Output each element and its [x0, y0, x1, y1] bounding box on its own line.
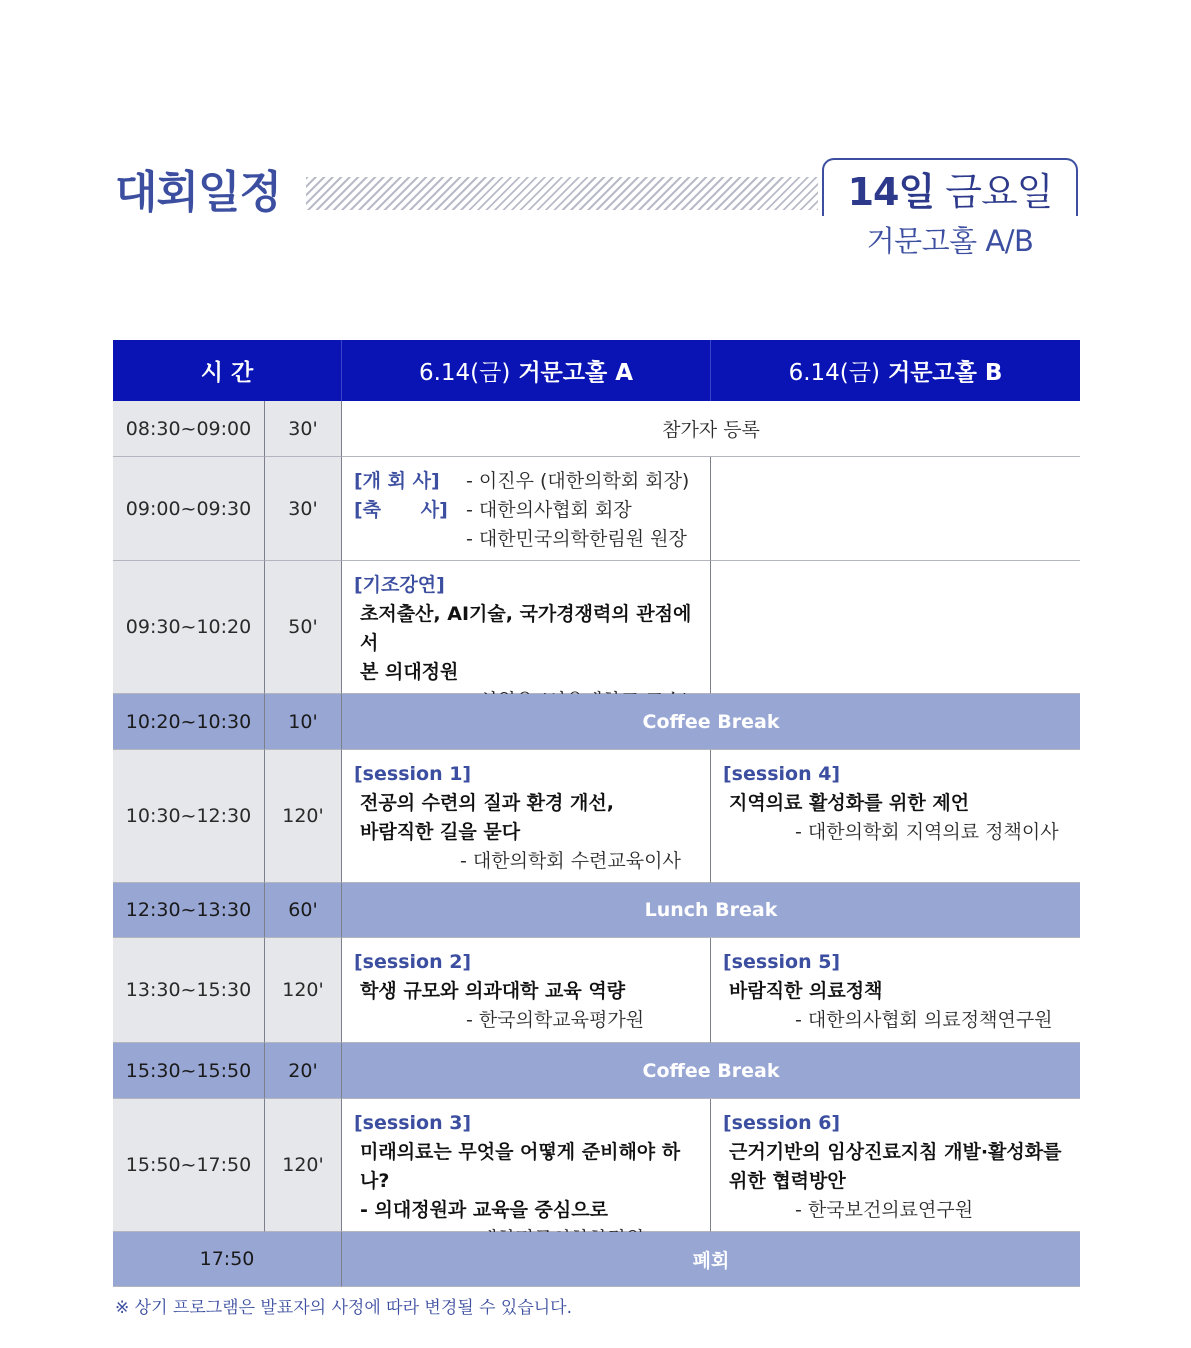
break-cell: Coffee Break — [342, 1043, 1080, 1099]
closing-cell: 폐회 — [342, 1232, 1080, 1287]
header-hall-b: 6.14(금) 거문고홀 B — [711, 340, 1080, 401]
row-duration: 120' — [265, 1099, 342, 1232]
header-time: 시 간 — [113, 340, 342, 401]
row-duration: 30' — [265, 401, 342, 457]
event-day-number: 14일 — [847, 170, 935, 214]
row-time: 17:50 — [113, 1232, 342, 1287]
congratulatory-line-2: - 대한민국의학한림원 원장 — [466, 528, 687, 550]
row-time: 09:30~10:20 — [113, 561, 265, 694]
row-time: 13:30~15:30 — [113, 938, 265, 1043]
empty-cell — [711, 561, 1080, 694]
talk-title: 전공의 수련의 질과 환경 개선, — [360, 792, 614, 814]
talk-title: 미래의료는 무엇을 어떻게 준비해야 하나? — [360, 1141, 681, 1192]
event-weekday: 금요일 — [945, 170, 1053, 214]
row-time: 15:30~15:50 — [113, 1043, 265, 1099]
footnote: ※ 상기 프로그램은 발표자의 사정에 따라 변경될 수 있습니다. — [115, 1298, 573, 1318]
keynote-cell — [342, 561, 711, 694]
session-2-cell — [342, 938, 711, 1043]
row-duration: 60' — [265, 883, 342, 938]
row-duration: 30' — [265, 457, 342, 561]
break-cell: Lunch Break — [342, 883, 1080, 938]
page-title: 대회일정 — [115, 167, 282, 218]
talk-title-2: 본 의대정원 — [360, 661, 459, 683]
row-time: 10:20~10:30 — [113, 694, 265, 750]
row-time: 09:00~09:30 — [113, 457, 265, 561]
row-duration: 10' — [265, 694, 342, 750]
talk-title: 학생 규모와 의과대학 교육 역량 — [360, 980, 626, 1002]
session-tag: [session 4] — [723, 763, 841, 785]
row-time: 08:30~09:00 — [113, 401, 265, 457]
break-cell: Coffee Break — [342, 694, 1080, 750]
session-tag: [session 3] — [354, 1112, 472, 1134]
empty-cell — [711, 457, 1080, 561]
speaker: - 한국보건의료연구원 — [795, 1199, 974, 1221]
row-duration: 120' — [265, 938, 342, 1043]
schedule-table — [113, 340, 1080, 1287]
row-duration: 20' — [265, 1043, 342, 1099]
session-tag: [기조강연] — [354, 574, 445, 596]
talk-title: 지역의료 활성화를 위한 제언 — [729, 792, 970, 814]
speaker: - 대한의학회 지역의료 정책이사 — [795, 821, 1059, 843]
session-tag: [session 5] — [723, 951, 841, 973]
session-4-cell — [711, 750, 1080, 883]
row-time: 12:30~13:30 — [113, 883, 265, 938]
speaker: - 한국의학교육평가원 — [466, 1009, 645, 1031]
decorative-hatch — [306, 177, 818, 210]
talk-title-2: - 의대정원과 교육을 중심으로 — [360, 1199, 608, 1221]
session-tag: [session 1] — [354, 763, 472, 785]
event-venue: 거문고홀 A/B — [866, 224, 1034, 258]
session-1-cell — [342, 750, 711, 883]
talk-title-2: 위한 협력방안 — [729, 1170, 846, 1192]
session-6-cell — [711, 1099, 1080, 1232]
speaker: - 대한의사협회 의료정책연구원 — [795, 1009, 1053, 1031]
opening-address-line: [개 회 사] - 이진우 (대한의학회 회장) — [354, 470, 690, 492]
talk-title-2: 바람직한 길을 묻다 — [360, 821, 521, 843]
opening-cell — [342, 457, 711, 561]
row-time: 15:50~17:50 — [113, 1099, 265, 1232]
session-5-cell — [711, 938, 1080, 1043]
row-duration: 120' — [265, 750, 342, 883]
session-tag: [session 2] — [354, 951, 472, 973]
talk-title: 근거기반의 임상진료지침 개발·활성화를 — [729, 1141, 1062, 1163]
row-duration: 50' — [265, 561, 342, 694]
header-hall-a: 6.14(금) 거문고홀 A — [342, 340, 711, 401]
congratulatory-line: [축 사] - 대한의사협회 회장 — [354, 499, 632, 521]
talk-title: 바람직한 의료정책 — [729, 980, 883, 1002]
talk-title: 초저출산, AI기술, 국가경쟁력의 관점에서 — [360, 603, 692, 654]
row-time: 10:30~12:30 — [113, 750, 265, 883]
registration-cell: 참가자 등록 — [342, 401, 1080, 457]
session-3-cell — [342, 1099, 711, 1232]
speaker: - 대한의학회 수련교육이사 — [460, 850, 681, 872]
event-day — [822, 167, 1078, 217]
session-tag: [session 6] — [723, 1112, 841, 1134]
